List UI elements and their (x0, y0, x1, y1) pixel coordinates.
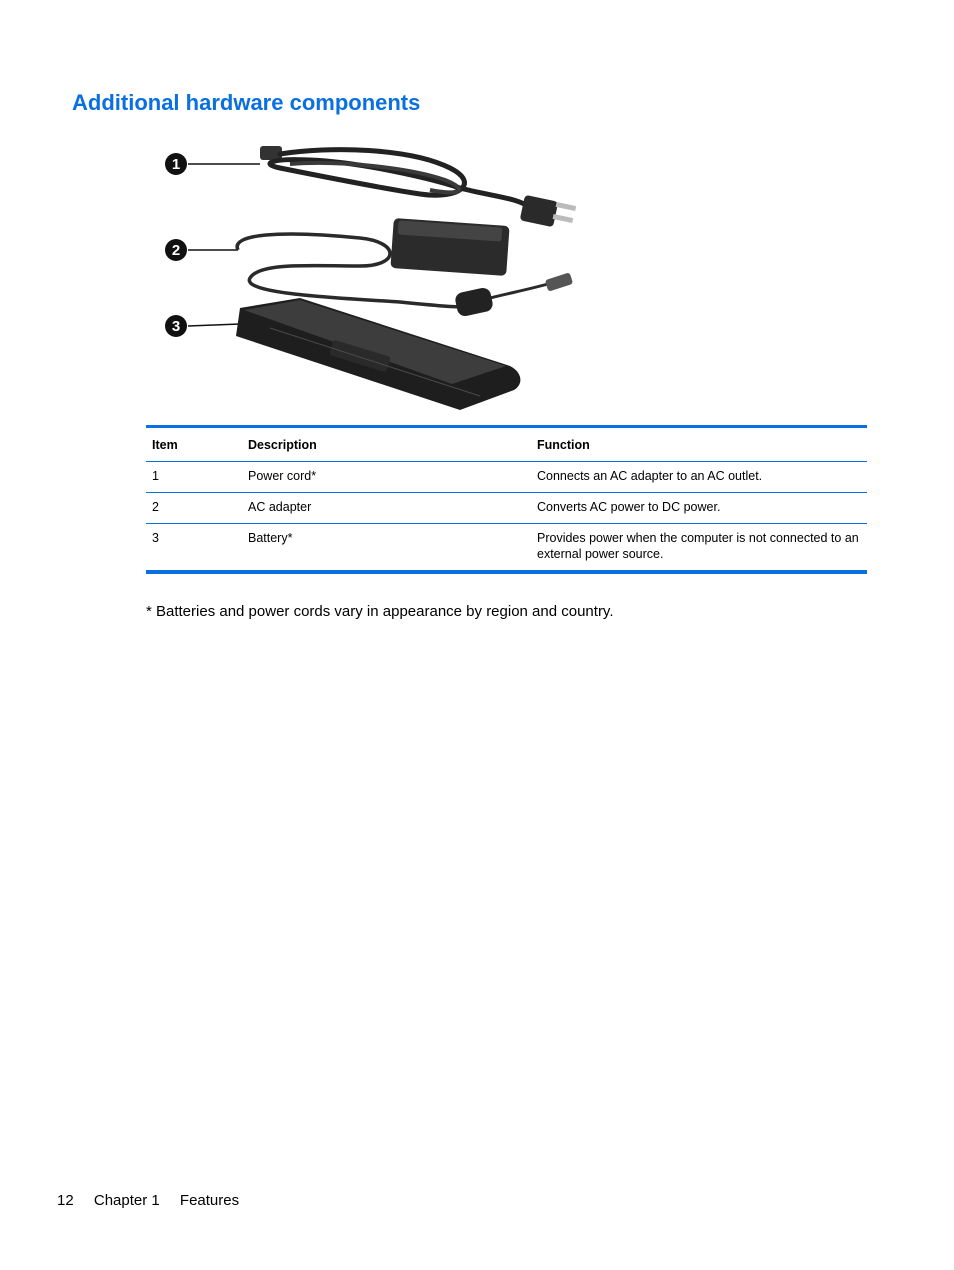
table-row (146, 524, 867, 573)
cell-item: 1 (152, 469, 159, 483)
table-header-row (146, 427, 867, 462)
page-title: Additional hardware components (72, 90, 421, 115)
footnote: * Batteries and power cords vary in appearance by region and country. (146, 603, 614, 620)
cell-item: 2 (152, 500, 159, 514)
cell-description: AC adapter (248, 500, 312, 514)
callout-1-icon: 1 (165, 153, 187, 175)
cell-item: 3 (152, 531, 159, 545)
hardware-figure (160, 138, 590, 418)
header-item: Item (152, 438, 178, 452)
cell-function: Converts AC power to DC power. (537, 500, 721, 514)
callout-2-icon: 2 (165, 239, 187, 261)
hardware-illustration (160, 138, 590, 418)
battery-image (236, 298, 520, 410)
cell-description: Battery* (248, 531, 293, 545)
callout-3-icon: 3 (165, 315, 187, 337)
chapter-label: Chapter 1 (93, 1192, 160, 1209)
header-function: Function (537, 438, 590, 452)
cell-function: Connects an AC adapter to an AC outlet. (537, 469, 763, 483)
section-label: Features (179, 1192, 240, 1209)
components-table (146, 425, 867, 574)
page-number: 12 (57, 1192, 74, 1209)
header-description: Description (248, 438, 317, 452)
page-footer (57, 1192, 255, 1209)
table-row (146, 462, 867, 493)
table-row (146, 493, 867, 524)
cell-description: Power cord* (248, 469, 317, 483)
power-cord-image (260, 146, 576, 227)
cell-function: Provides power when the computer is not connected to an external power source. (537, 531, 859, 561)
